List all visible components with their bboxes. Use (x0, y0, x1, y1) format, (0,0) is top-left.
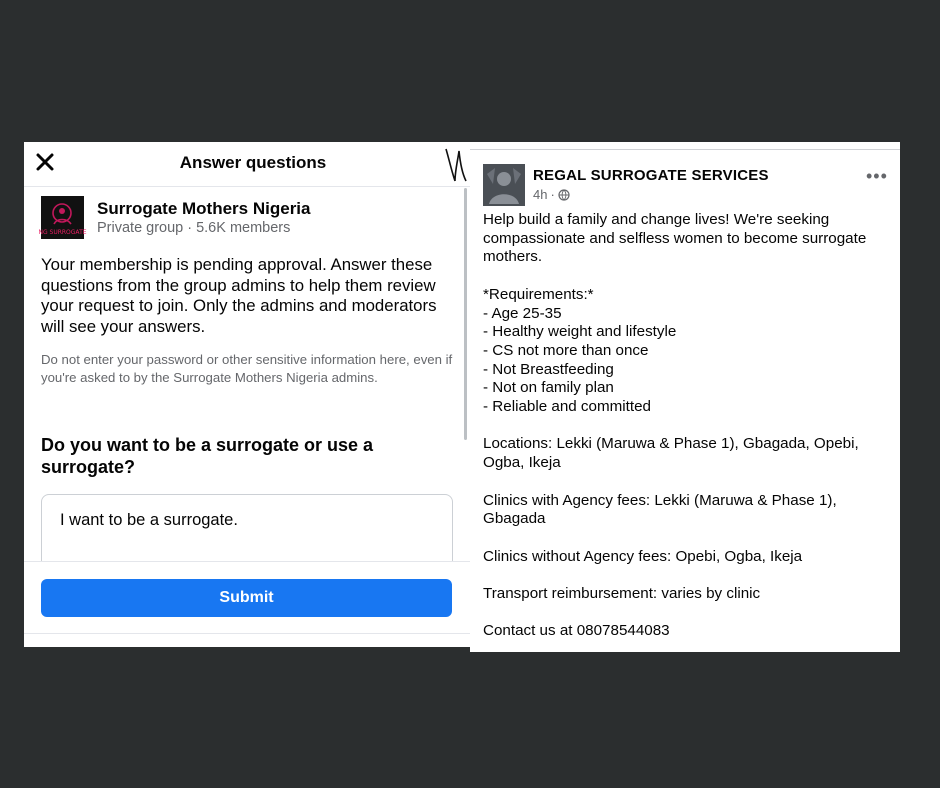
group-privacy: Private group (97, 220, 184, 236)
privacy-hint: Do not enter your password or other sensitive information here, even if you're asked to by the Surrogate Mothers Nigeria admins. (41, 352, 453, 385)
post-contact: Contact us at 08078544083 (483, 622, 670, 640)
more-options-icon[interactable]: ••• (866, 166, 888, 186)
group-members: 5.6K members (196, 220, 291, 236)
requirement-item: - Reliable and committed (483, 398, 651, 416)
meta-separator: · (550, 187, 555, 202)
group-logo (38, 196, 87, 239)
post-meta (533, 187, 570, 202)
answer-questions-panel (24, 142, 470, 646)
scrollbar[interactable] (464, 188, 467, 440)
page-avatar[interactable] (483, 164, 525, 206)
page-name[interactable]: REGAL SURROGATE SERVICES (533, 167, 769, 184)
requirement-item: - Not on family plan (483, 379, 614, 397)
post-intro: Help build a family and change lives! We're seeking compassionate and selfless women to become surrogate mothers. (483, 211, 867, 266)
requirement-item: - Age 25-35 (483, 304, 562, 322)
group-logo-image (38, 196, 87, 239)
answer-text: I want to be a surrogate. (60, 511, 238, 529)
submit-button[interactable]: Submit (41, 579, 452, 617)
question-label: Do you want to be a surrogate or use a surrogate? (41, 435, 374, 477)
group-name[interactable]: Surrogate Mothers Nigeria (97, 199, 311, 218)
group-meta: Private group · 5.6K members (97, 220, 291, 236)
dialog-header (24, 142, 470, 187)
post-body (483, 211, 893, 641)
top-divider (470, 149, 900, 150)
dialog-title: Answer questions (179, 153, 327, 172)
post-transport: Transport reimbursement: varies by clinic (483, 584, 761, 602)
post-clinics-without-fees: Clinics without Agency fees: Opebi, Ogba, Ikeja (483, 547, 803, 565)
avatar-image (483, 164, 525, 206)
requirement-item: - Not Breastfeeding (483, 360, 614, 378)
post-clinics-with-fees: Clinics with Agency fees: Lekki (Maruwa & Phase 1), Gbagada (483, 491, 837, 528)
requirement-item: - Healthy weight and lifestyle (483, 323, 677, 341)
svg-text:NG SURROGATE: NG SURROGATE (38, 229, 87, 236)
requirements-title: *Requirements:* (483, 285, 594, 303)
post-time[interactable]: 4h (533, 187, 548, 202)
post-panel (470, 142, 900, 652)
crop-mark-icon (443, 147, 469, 183)
requirement-item: - CS not more than once (483, 341, 649, 359)
globe-icon (558, 189, 570, 201)
dialog-footer (24, 561, 470, 647)
pending-approval-notice: Your membership is pending approval. Answer these questions from the group admins to help them review your request to join. Only the admins and moderators will see your answers. (41, 255, 437, 336)
post-locations: Locations: Lekki (Maruwa & Phase 1), Gbagada, Opebi, Ogba, Ikeja (483, 435, 859, 472)
bottom-divider (24, 633, 470, 634)
